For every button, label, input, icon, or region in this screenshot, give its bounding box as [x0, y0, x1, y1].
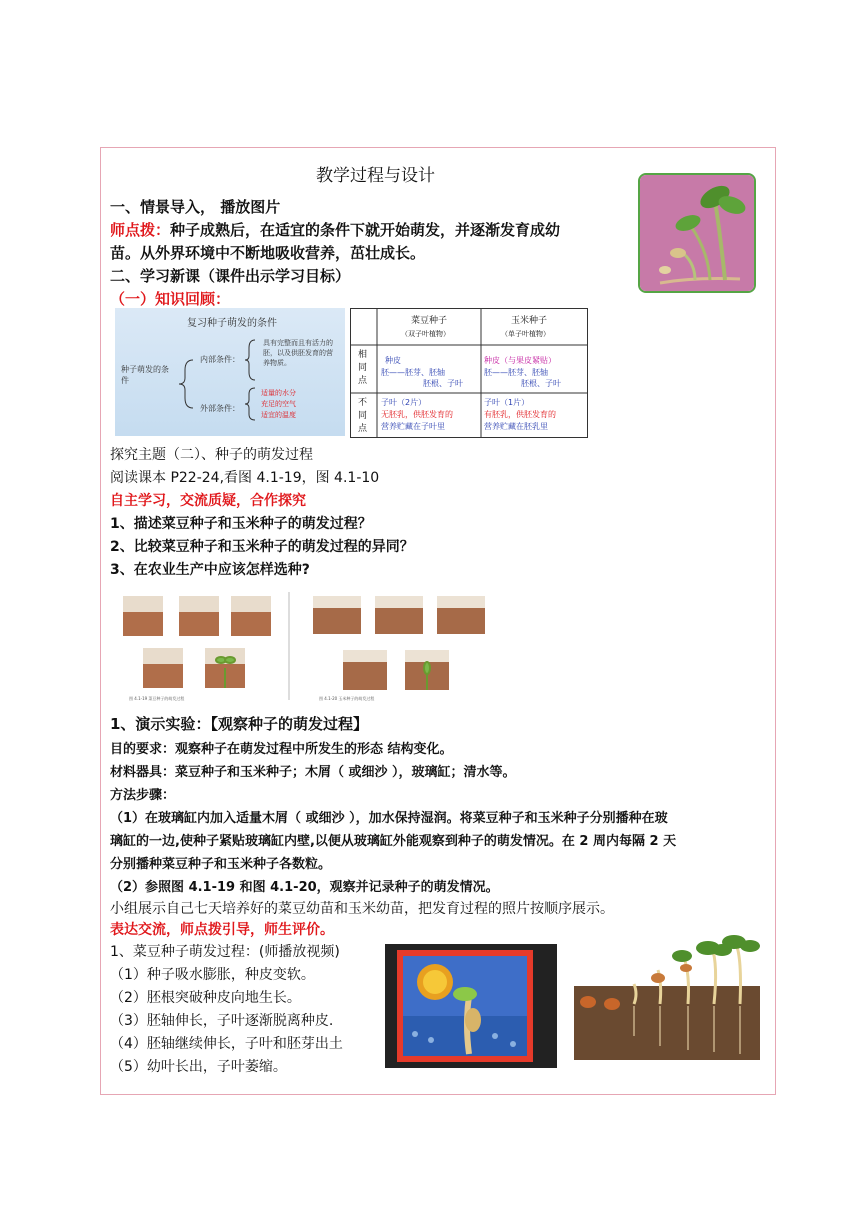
- tip-label: 师点拨：: [110, 221, 171, 239]
- bean-step-3: （3）胚轴伸长，子叶逐渐脱离种皮.: [110, 1013, 334, 1029]
- bean-seedling-photo: [638, 173, 756, 293]
- germination-photo-strip: 图 4.1-19 菜豆种子的萌发过程 图 4.1-20 玉米种子的萌发过程: [113, 588, 493, 706]
- question-1: 1、描述菜豆种子和玉米种子的萌发过程？: [110, 516, 372, 532]
- germination-conditions-diagram: 复习种子萌发的条件 种子萌发的条件 内部条件： 具有完整而且有活力的胚，以及供胚发育的营养物质。 外部条件： 适量的水分 充足的空气 适宜的温度: [115, 308, 345, 436]
- topic-heading: 探究主题（二）、种子的萌发过程: [110, 447, 313, 463]
- tip-line-1: 师点拨：种子成熟后，在适宜的条件下就开始萌发，并逐渐发育成幼: [110, 221, 561, 239]
- tip-line-2: 苗。从外界环境中不断地吸收营养，茁壮成长。: [110, 244, 426, 262]
- seed-comparison-table: 菜豆种子 （双子叶植物） 玉米种子 （单子叶植物） 相同点 不同点 种皮 胚——胚芽、胚轴 胚根、子叶 种皮（与果皮紧贴） 胚——胚芽、胚轴 胚根、子叶 子叶（2片） 无胚乳，供胚发育的 营养贮藏在子叶里 子叶（1片） 有胚乳，供胚发育的 营养贮藏在胚乳里: [350, 308, 588, 438]
- self-study-heading: 自主学习，交流质疑，合作探究: [110, 493, 306, 509]
- review-heading: （一）知识回顾：: [110, 290, 231, 308]
- bean-step-4: （4）胚轴继续伸长，子叶和胚芽出土: [110, 1036, 343, 1052]
- page-title: 教学过程与设计: [316, 166, 435, 186]
- germination-video-still[interactable]: [385, 944, 557, 1068]
- bean-germination-sequence-photo: [574, 934, 760, 1060]
- experiment-steps-heading: 方法步骤：: [110, 788, 176, 803]
- experiment-materials: 材料器具：菜豆种子和玉米种子；木屑（ 或细沙 ），玻璃缸；清水等。: [110, 765, 516, 780]
- step-1-line-3: 分别播种菜豆种子和玉米种子各数粒。: [110, 857, 332, 872]
- question-3: 3、在农业生产中应该怎样选种?: [110, 562, 310, 578]
- step-1-line-1: （1）在玻璃缸内加入适量木屑（ 或细沙 ），加水保持湿润。将菜豆种子和玉米种子分别播种在玻: [110, 811, 668, 826]
- step-1-line-2: 璃缸的一边,使种子紧贴玻璃缸内壁,以便从玻璃缸外能观察到种子的萌发情况。在 2 周内每隔 2 天: [110, 834, 677, 849]
- bean-step-2: （2）胚根突破种皮向地生长。: [110, 990, 301, 1006]
- express-heading: 表达交流，师点拨引导，师生评价。: [110, 922, 334, 938]
- outer-conditions: 适量的水分 充足的空气 适宜的温度: [261, 389, 296, 419]
- reading-instruction: 阅读课本 P22-24,看图 4.1-19，图 4.1-10: [110, 470, 380, 486]
- section-new-lesson: 二、学习新课（课件出示学习目标）: [110, 267, 351, 285]
- question-2: 2、比较菜豆种子和玉米种子的萌发过程的异同？: [110, 539, 414, 555]
- experiment-goal: 目的要求：观察种子在萌发过程中所发生的形态 结构变化。: [110, 742, 453, 757]
- diagram-braces: [115, 308, 345, 436]
- bean-process-title: 1、菜豆种子萌发过程：(师播放视频): [110, 944, 340, 960]
- experiment-title: 1、演示实验：【观察种子的萌发过程】: [110, 715, 368, 733]
- section-intro: 一、情景导入， 播放图片: [110, 198, 281, 216]
- bean-step-5: （5）幼叶长出，子叶萎缩。: [110, 1059, 287, 1075]
- bean-step-1: （1）种子吸水膨胀，种皮变软。: [110, 967, 315, 983]
- group-display: 小组展示自己七天培养好的菜豆幼苗和玉米幼苗，把发育过程的照片按顺序展示。: [110, 901, 614, 917]
- step-2: （2）参照图 4.1-19 和图 4.1-20，观察并记录种子的萌发情况。: [110, 880, 499, 895]
